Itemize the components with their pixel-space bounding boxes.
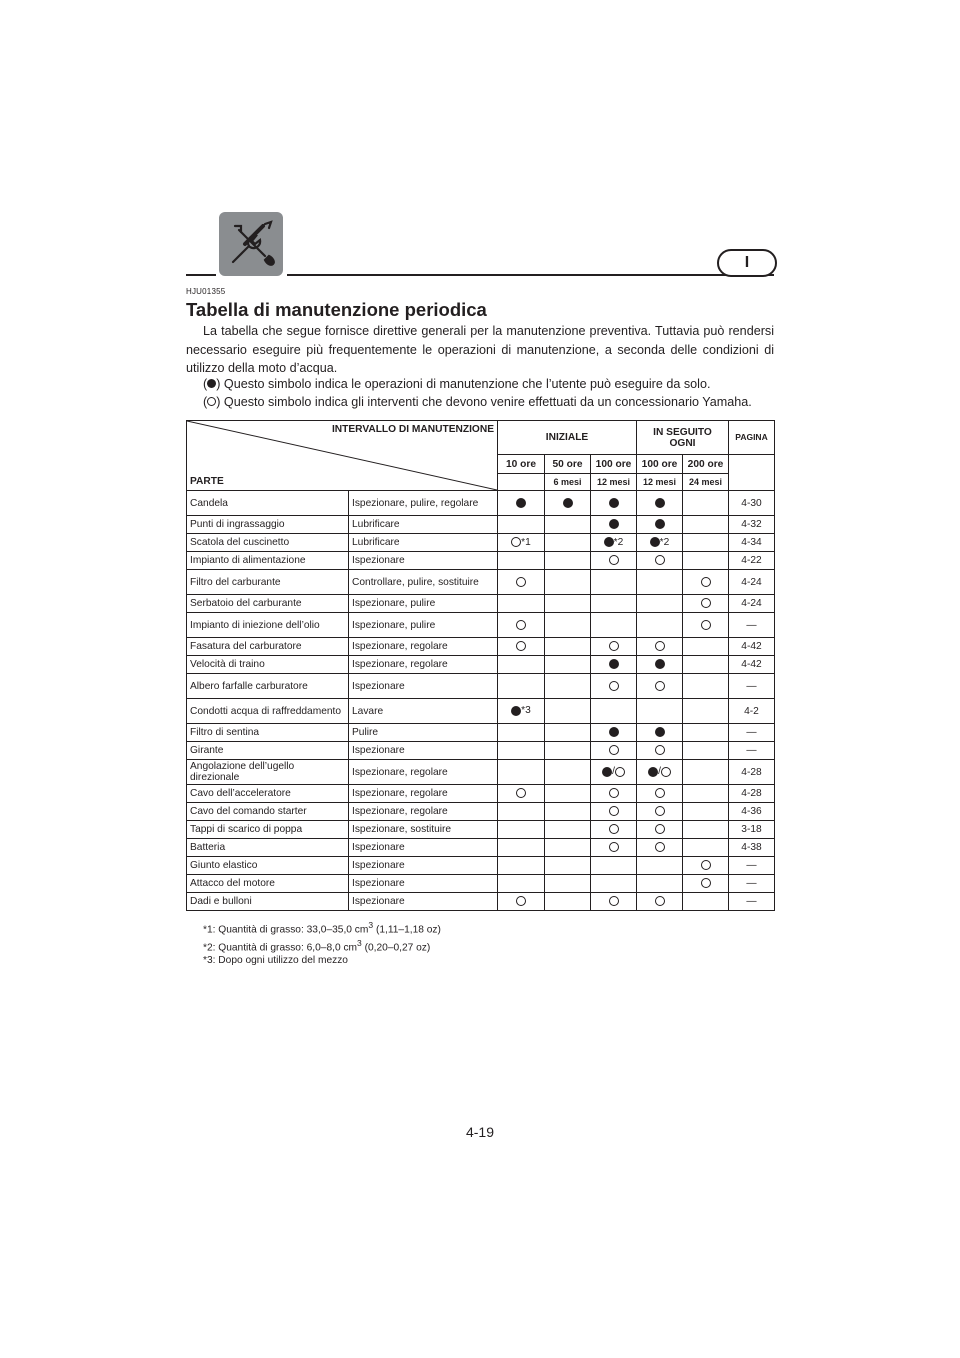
legend-open-symbol: ( ) Questo simbolo indica gli interventi che devono venire effettuati da un concessionario Yamaha. <box>203 395 752 409</box>
action-cell: Ispezionare <box>349 674 498 699</box>
table-corner-header <box>187 421 498 491</box>
interval-cell <box>683 638 729 656</box>
open-circle-icon <box>655 788 665 798</box>
interval-cell <box>498 724 545 742</box>
page-cell: 4-30 <box>729 491 775 516</box>
part-cell: Condotti acqua di raffreddamento <box>187 699 349 724</box>
intro-paragraph: La tabella che segue fornisce direttive generali per la manutenzione preventiva. Tuttavia può rendersi necessario eseguire più frequentemente le operazioni di manutenzione, a seconda delle condizioni di utilizzo della moto d’acqua. <box>186 324 774 375</box>
action-cell: Ispezionare <box>349 839 498 857</box>
part-cell: Cavo del comando starter <box>187 803 349 821</box>
action-cell: Lubrificare <box>349 516 498 534</box>
interval-cell <box>637 857 683 875</box>
interval-cell <box>591 674 637 699</box>
filled-circle-icon <box>604 537 614 547</box>
interval-cell <box>683 803 729 821</box>
months-header: 6 mesi <box>545 474 591 491</box>
action-cell: Lavare <box>349 699 498 724</box>
open-circle-icon <box>516 641 526 651</box>
interval-cell <box>545 638 591 656</box>
interval-cell <box>637 534 683 552</box>
interval-cell <box>637 595 683 613</box>
action-cell: Ispezionare <box>349 857 498 875</box>
part-cell: Cavo dell’acceleratore <box>187 785 349 803</box>
footnote: *3: Dopo ogni utilizzo del mezzo <box>203 954 348 966</box>
months-header: 12 mesi <box>637 474 683 491</box>
open-circle-icon <box>701 598 711 608</box>
legend-open-text: Questo simbolo indica gli interventi che devono venire effettuati da un concessionario Yamaha. <box>223 395 752 409</box>
interval-cell <box>498 534 545 552</box>
interval-cell <box>545 674 591 699</box>
interval-cell <box>683 785 729 803</box>
maintenance-table <box>186 420 775 911</box>
table-row <box>187 760 775 785</box>
part-cell: Candela <box>187 491 349 516</box>
interval-cell <box>591 613 637 638</box>
part-cell: Filtro di sentina <box>187 724 349 742</box>
page-number: 4-19 <box>465 1124 495 1140</box>
part-cell: Girante <box>187 742 349 760</box>
interval-cell <box>637 821 683 839</box>
page-cell: 4-28 <box>729 760 775 785</box>
part-cell: Impianto di alimentazione <box>187 552 349 570</box>
interval-cell <box>498 638 545 656</box>
interval-cell <box>683 613 729 638</box>
filled-circle-icon <box>655 519 665 529</box>
interval-cell <box>637 613 683 638</box>
table-row <box>187 552 775 570</box>
page-cell: 4-34 <box>729 534 775 552</box>
interval-cell <box>683 724 729 742</box>
interval-cell <box>591 516 637 534</box>
open-circle-icon <box>655 555 665 565</box>
part-cell: Angolazione dell’ugello direzionale <box>187 760 349 785</box>
open-circle-icon <box>207 397 216 406</box>
interval-cell <box>498 516 545 534</box>
interval-cell: / <box>591 760 637 785</box>
open-circle-icon <box>655 842 665 852</box>
months-header: 12 mesi <box>591 474 637 491</box>
open-circle-icon <box>701 620 711 630</box>
table-row <box>187 724 775 742</box>
page-cell: — <box>729 724 775 742</box>
interval-cell <box>498 875 545 893</box>
filled-circle-icon <box>655 498 665 508</box>
page-cell: — <box>729 613 775 638</box>
open-circle-icon <box>516 788 526 798</box>
interval-cell <box>545 699 591 724</box>
interval-header: INTERVALLO DI MANUTENZIONE <box>331 424 494 435</box>
page-cell: 4-22 <box>729 552 775 570</box>
interval-cell <box>683 760 729 785</box>
part-cell: Albero farfalle carburatore <box>187 674 349 699</box>
interval-cell <box>498 760 545 785</box>
initial-header: INIZIALE <box>498 421 637 455</box>
page-cell: 4-24 <box>729 595 775 613</box>
filled-circle-icon <box>207 379 216 388</box>
interval-cell <box>545 570 591 595</box>
page-cell: 4-42 <box>729 638 775 656</box>
interval-cell <box>591 699 637 724</box>
table-row <box>187 699 775 724</box>
interval-cell <box>545 534 591 552</box>
interval-cell <box>498 491 545 516</box>
hours-header: 100 ore <box>637 455 683 474</box>
page-header-spacer <box>729 455 775 491</box>
action-cell: Ispezionare <box>349 742 498 760</box>
interval-cell <box>591 491 637 516</box>
tools-icon <box>219 212 283 276</box>
interval-cell <box>637 674 683 699</box>
interval-cell <box>683 839 729 857</box>
interval-cell <box>637 724 683 742</box>
interval-cell <box>683 857 729 875</box>
action-cell: Ispezionare, pulire, regolare <box>349 491 498 516</box>
part-cell: Tappi di scarico di poppa <box>187 821 349 839</box>
table-row <box>187 875 775 893</box>
part-cell: Scatola del cuscinetto <box>187 534 349 552</box>
interval-cell <box>591 570 637 595</box>
legend-full-text: Questo simbolo indica le operazioni di manutenzione che l’utente può eseguire da solo. <box>223 377 711 391</box>
open-circle-icon <box>609 555 619 565</box>
interval-cell <box>498 742 545 760</box>
interval-cell <box>591 857 637 875</box>
interval-cell <box>498 570 545 595</box>
page-cell: 4-28 <box>729 785 775 803</box>
interval-cell <box>591 839 637 857</box>
interval-cell <box>637 839 683 857</box>
interval-cell <box>591 875 637 893</box>
interval-cell <box>637 742 683 760</box>
footnote: *2: Quantità di grasso: 6,0–8,0 $cm^3$ (0,20–0,27 oz) <box>203 937 431 954</box>
interval-cell <box>498 656 545 674</box>
filled-circle-icon <box>650 537 660 547</box>
interval-cell <box>683 656 729 674</box>
interval-cell <box>683 491 729 516</box>
hours-header: 50 ore <box>545 455 591 474</box>
part-cell: Punti di ingrassaggio <box>187 516 349 534</box>
section-title: Tabella di manutenzione periodica <box>186 299 487 320</box>
table-row <box>187 857 775 875</box>
interval-cell <box>498 821 545 839</box>
action-cell: Ispezionare, regolare <box>349 656 498 674</box>
interval-cell <box>545 857 591 875</box>
filled-circle-icon <box>655 727 665 737</box>
open-circle-icon <box>655 745 665 755</box>
interval-cell <box>591 534 637 552</box>
interval-cell <box>683 875 729 893</box>
page-cell: — <box>729 875 775 893</box>
interval-cell <box>637 656 683 674</box>
action-cell: Ispezionare, regolare <box>349 785 498 803</box>
interval-cell <box>591 656 637 674</box>
table-row <box>187 613 775 638</box>
interval-cell <box>498 857 545 875</box>
open-circle-icon <box>609 806 619 816</box>
action-cell: Ispezionare, pulire <box>349 595 498 613</box>
interval-cell <box>545 491 591 516</box>
interval-cell <box>545 875 591 893</box>
interval-cell <box>637 516 683 534</box>
page-cell: — <box>729 857 775 875</box>
page-cell: 4-36 <box>729 803 775 821</box>
page-cell: 4-24 <box>729 570 775 595</box>
interval-cell <box>591 821 637 839</box>
open-circle-icon <box>701 577 711 587</box>
interval-cell <box>545 839 591 857</box>
table-row <box>187 491 775 516</box>
action-cell: Controllare, pulire, sostituire <box>349 570 498 595</box>
filled-circle-icon <box>609 659 619 669</box>
open-circle-icon <box>516 620 526 630</box>
open-circle-icon <box>655 681 665 691</box>
months-header <box>498 474 545 491</box>
table-row <box>187 893 775 911</box>
table-row <box>187 656 775 674</box>
open-circle-icon <box>661 767 671 777</box>
after-header: IN SEGUITO OGNI <box>637 421 729 455</box>
open-circle-icon <box>609 824 619 834</box>
interval-cell <box>683 674 729 699</box>
interval-cell <box>545 724 591 742</box>
part-cell: Fasatura del carburatore <box>187 638 349 656</box>
document-code: HJU01355 <box>186 287 226 296</box>
footnote-ref: *2 <box>613 536 624 548</box>
action-cell: Ispezionare <box>349 875 498 893</box>
interval-cell <box>683 516 729 534</box>
interval-cell <box>545 613 591 638</box>
open-circle-icon <box>511 537 521 547</box>
action-cell: Ispezionare, pulire <box>349 613 498 638</box>
page-cell: 4-2 <box>729 699 775 724</box>
header-rule-right <box>287 274 774 276</box>
interval-cell <box>498 674 545 699</box>
interval-cell <box>637 875 683 893</box>
filled-circle-icon <box>655 659 665 669</box>
open-circle-icon <box>609 641 619 651</box>
table-row <box>187 638 775 656</box>
interval-cell <box>545 516 591 534</box>
part-cell: Velocità di traino <box>187 656 349 674</box>
interval-cell <box>545 552 591 570</box>
table-row <box>187 674 775 699</box>
table-row <box>187 785 775 803</box>
footnote-ref: *2 <box>659 536 670 548</box>
interval-cell <box>591 552 637 570</box>
interval-cell <box>591 595 637 613</box>
open-circle-icon <box>609 788 619 798</box>
page-cell: — <box>729 674 775 699</box>
interval-cell <box>545 760 591 785</box>
footnote-ref: *1 <box>521 536 531 548</box>
footnote-ref: *3 <box>521 705 531 717</box>
filled-circle-icon <box>602 767 612 777</box>
interval-cell <box>637 552 683 570</box>
interval-cell <box>591 724 637 742</box>
part-cell: Batteria <box>187 839 349 857</box>
filled-circle-icon <box>609 727 619 737</box>
part-cell: Attacco del motore <box>187 875 349 893</box>
hours-header: 100 ore <box>591 455 637 474</box>
interval-cell <box>591 893 637 911</box>
open-circle-icon <box>516 577 526 587</box>
interval-cell <box>683 534 729 552</box>
open-circle-icon <box>655 641 665 651</box>
open-circle-icon <box>701 860 711 870</box>
action-cell: Ispezionare, sostituire <box>349 821 498 839</box>
open-circle-icon <box>655 806 665 816</box>
interval-cell <box>498 803 545 821</box>
language-badge: I <box>717 249 777 277</box>
interval-cell <box>545 595 591 613</box>
footnotes <box>203 919 441 967</box>
interval-cell <box>591 785 637 803</box>
action-cell: Lubrificare <box>349 534 498 552</box>
header-rule-left <box>186 274 216 276</box>
action-cell: Ispezionare <box>349 552 498 570</box>
table-row <box>187 570 775 595</box>
filled-circle-icon <box>511 706 521 716</box>
action-cell: Ispezionare <box>349 893 498 911</box>
interval-cell <box>545 803 591 821</box>
interval-cell <box>637 785 683 803</box>
interval-cell <box>637 893 683 911</box>
table-row <box>187 534 775 552</box>
page-header: PAGINA <box>729 421 775 455</box>
interval-cell <box>637 638 683 656</box>
table-row <box>187 595 775 613</box>
interval-cell <box>498 839 545 857</box>
interval-cell <box>637 803 683 821</box>
page-cell: 4-42 <box>729 656 775 674</box>
action-cell: Ispezionare, regolare <box>349 638 498 656</box>
interval-cell <box>683 821 729 839</box>
action-cell: Ispezionare, regolare <box>349 760 498 785</box>
table-row <box>187 742 775 760</box>
table-row <box>187 839 775 857</box>
interval-cell <box>683 552 729 570</box>
open-circle-icon <box>516 896 526 906</box>
interval-cell <box>637 491 683 516</box>
interval-cell <box>498 595 545 613</box>
interval-cell <box>545 742 591 760</box>
filled-circle-icon <box>563 498 573 508</box>
open-circle-icon <box>701 878 711 888</box>
interval-cell <box>683 893 729 911</box>
interval-cell <box>545 785 591 803</box>
interval-cell <box>683 699 729 724</box>
interval-cell <box>637 699 683 724</box>
part-cell: Serbatoio del carburante <box>187 595 349 613</box>
interval-cell <box>498 613 545 638</box>
part-cell: Filtro del carburante <box>187 570 349 595</box>
part-cell: Impianto di iniezione dell’olio <box>187 613 349 638</box>
months-header: 24 mesi <box>683 474 729 491</box>
page-cell: 4-32 <box>729 516 775 534</box>
open-circle-icon <box>609 842 619 852</box>
action-cell: Ispezionare, regolare <box>349 803 498 821</box>
table-row <box>187 821 775 839</box>
page-cell: — <box>729 893 775 911</box>
open-circle-icon <box>609 896 619 906</box>
interval-cell <box>683 595 729 613</box>
page-cell: 4-38 <box>729 839 775 857</box>
open-circle-icon <box>655 896 665 906</box>
table-row <box>187 516 775 534</box>
interval-cell <box>683 742 729 760</box>
hours-header: 200 ore <box>683 455 729 474</box>
interval-cell <box>498 785 545 803</box>
open-circle-icon <box>615 767 625 777</box>
action-cell: Pulire <box>349 724 498 742</box>
filled-circle-icon <box>516 498 526 508</box>
interval-cell: / <box>637 760 683 785</box>
part-header: PARTE <box>190 476 224 487</box>
filled-circle-icon <box>609 519 619 529</box>
filled-circle-icon <box>609 498 619 508</box>
open-circle-icon <box>609 745 619 755</box>
interval-cell <box>545 893 591 911</box>
open-circle-icon <box>609 681 619 691</box>
filled-circle-icon <box>648 767 658 777</box>
interval-cell <box>637 570 683 595</box>
interval-cell <box>591 742 637 760</box>
open-circle-icon <box>655 824 665 834</box>
interval-cell <box>683 570 729 595</box>
footnote: *1: Quantità di grasso: 33,0–35,0 $cm^3$ (1,11–1,18 oz) <box>203 920 441 936</box>
interval-cell <box>498 893 545 911</box>
interval-cell <box>498 552 545 570</box>
part-cell: Giunto elastico <box>187 857 349 875</box>
hours-header: 10 ore <box>498 455 545 474</box>
interval-cell <box>591 638 637 656</box>
page-cell: — <box>729 742 775 760</box>
page-cell: 3-18 <box>729 821 775 839</box>
table-row <box>187 803 775 821</box>
interval-cell <box>545 821 591 839</box>
interval-cell <box>545 656 591 674</box>
interval-cell <box>591 803 637 821</box>
part-cell: Dadi e bulloni <box>187 893 349 911</box>
interval-cell <box>498 699 545 724</box>
legend-full-symbol: ( ) Questo simbolo indica le operazioni di manutenzione che l’utente può eseguire da solo. <box>203 377 711 391</box>
